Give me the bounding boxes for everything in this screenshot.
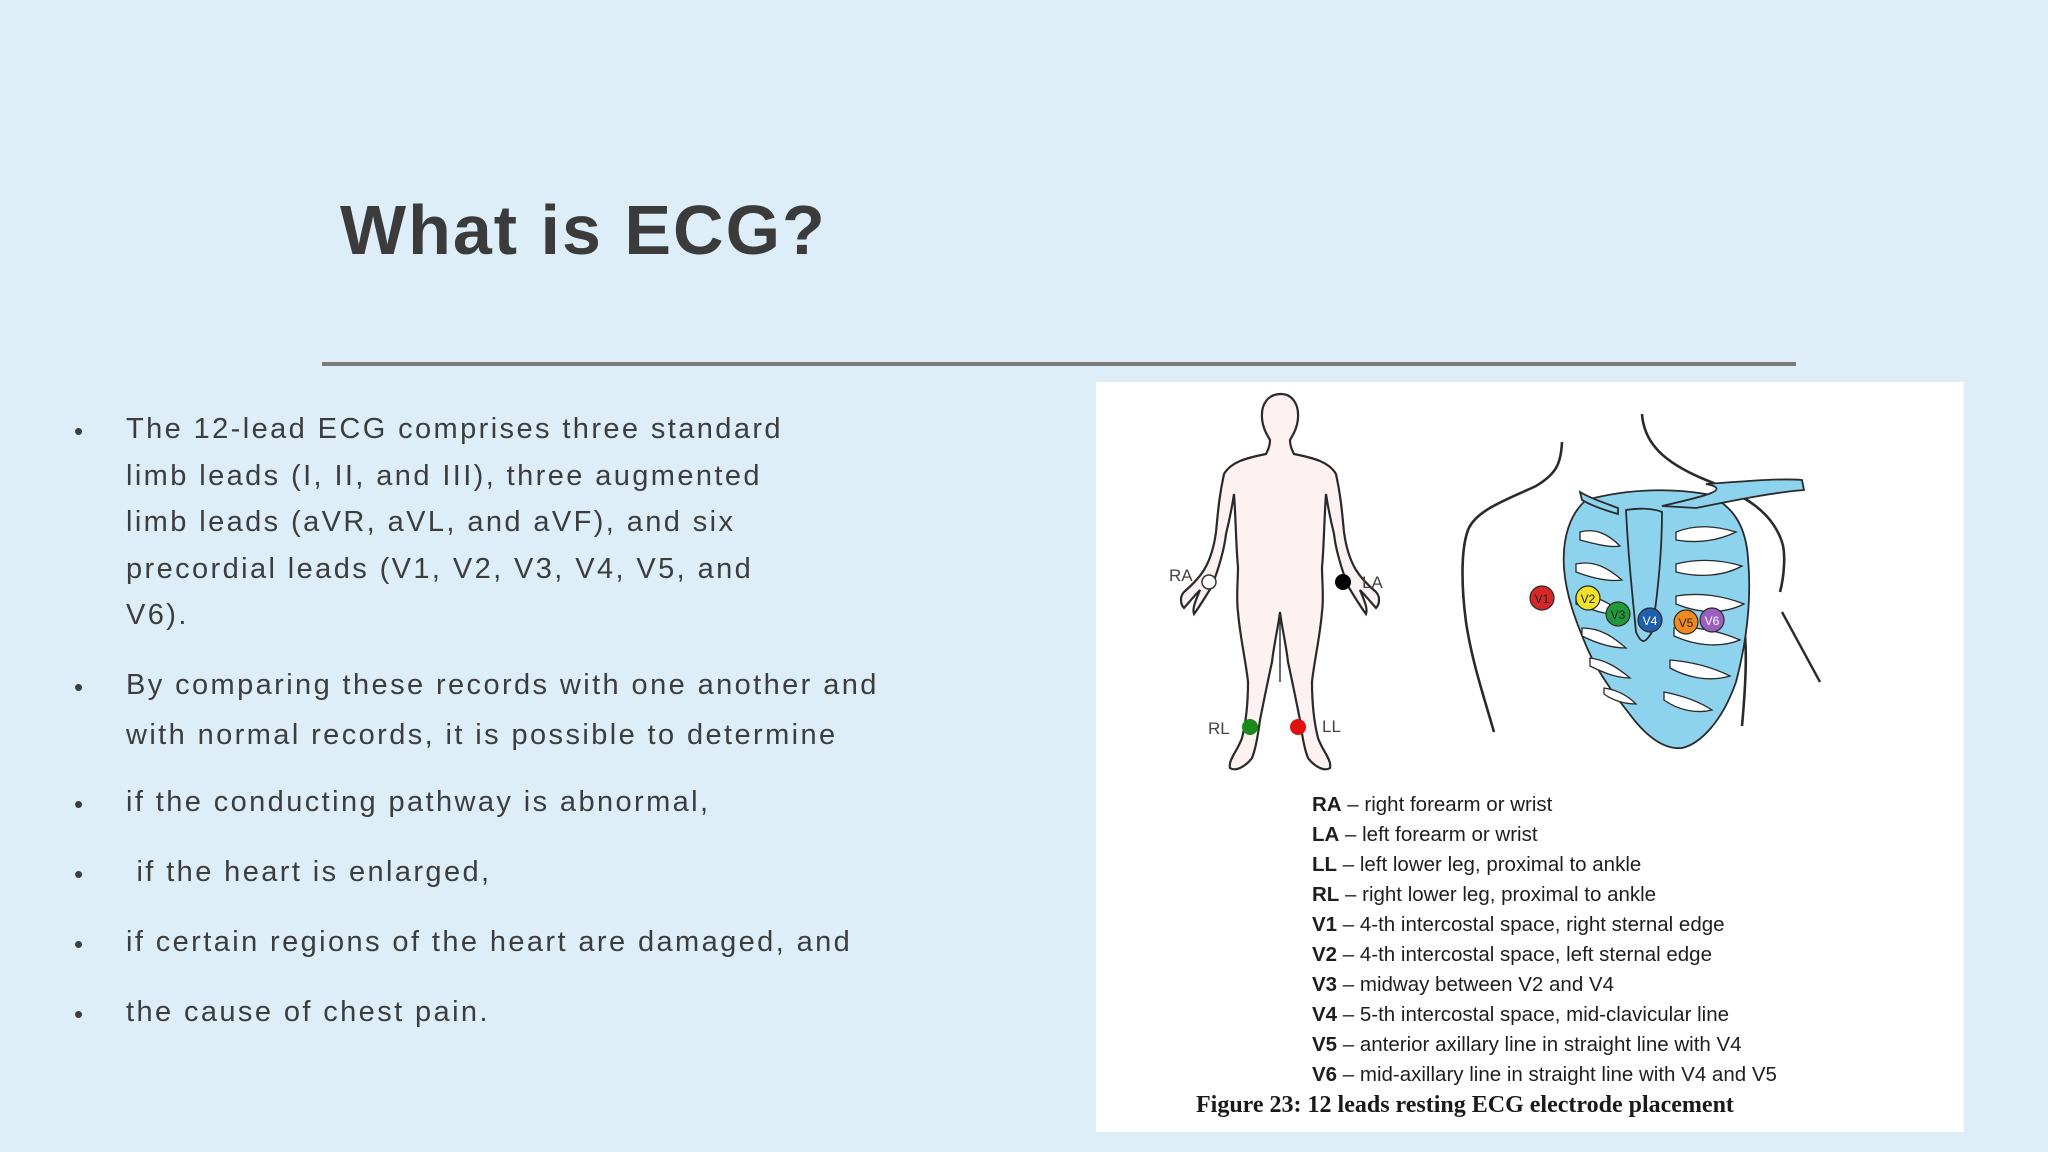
v3-label: V3 [1610,608,1626,622]
v6-label: V6 [1704,614,1720,628]
legend-row [1312,1000,1777,1030]
bullet-item [74,660,974,760]
ll-label: LL [1322,717,1341,736]
bullet-item [74,852,974,894]
legend-row [1312,820,1777,850]
legend-row [1312,940,1777,970]
ra-electrode [1202,575,1216,589]
slide-title: What is ECG? [340,191,827,269]
bullet-text: By comparing these records with one another and with normal records, it is possible to determine [126,669,879,751]
legend-row [1312,880,1777,910]
legend-key: V3 [1312,973,1338,996]
bullet-item [74,922,974,964]
bullet-marker: • [74,672,86,702]
bullet-item [74,406,974,639]
la-label: LA [1362,573,1383,592]
legend-key: V6 [1312,1063,1338,1086]
legend-row [1312,1060,1777,1090]
bullet-marker: • [74,416,86,446]
legend-key: V1 [1312,913,1338,936]
v1-label: V1 [1534,592,1550,606]
v5-label: V5 [1678,616,1694,630]
bullet-item [74,992,974,1034]
rl-electrode [1242,719,1258,735]
ra-label: RA [1169,566,1193,585]
bullet-item [74,782,974,824]
ll-electrode [1290,719,1306,735]
ecg-placement-figure [1096,382,1964,1132]
bullet-marker: • [74,859,86,889]
bullet-text: if the conducting pathway is abnormal, [126,786,711,818]
bullet-text: The 12-lead ECG comprises three standard limb leads (I, II, and III), three augmented limb leads (aVR, aVL, and aVF), and six precordial leads (V1, V2, V3, V4, V5, and V6). [126,413,783,631]
legend-row [1312,970,1777,1000]
legend-row [1312,850,1777,880]
ecg-illustration [1096,382,1964,802]
legend-row [1312,790,1777,820]
legend-desc: – 4-th intercostal space, left sternal edge [1337,943,1712,966]
legend-desc: – right forearm or wrist [1341,793,1553,816]
legend-key: RA [1312,793,1342,816]
legend-key: RL [1312,883,1340,906]
legend-row [1312,1030,1777,1060]
bullet-marker: • [74,999,86,1029]
legend-desc: – left lower leg, proximal to ankle [1337,853,1642,876]
title-divider [322,362,1796,366]
legend-desc: – 5-th intercostal space, mid-clavicular line [1337,1003,1730,1026]
rl-label: RL [1208,719,1230,738]
legend-desc: – mid-axillary line in straight line with V4 and V5 [1337,1063,1777,1086]
legend-desc: – 4-th intercostal space, right sternal edge [1337,913,1725,936]
legend-row [1312,910,1777,940]
bullet-text: the cause of chest pain. [126,996,490,1028]
v2-label: V2 [1580,592,1596,606]
bullet-marker: • [74,789,86,819]
la-electrode [1335,574,1351,590]
legend-key: V2 [1312,943,1338,966]
bullet-marker: • [74,929,86,959]
legend-desc: – midway between V2 and V4 [1337,973,1614,996]
legend-desc: – left forearm or wrist [1339,823,1538,846]
legend-key: V4 [1312,1003,1338,1026]
v4-label: V4 [1642,614,1658,628]
legend-key: V5 [1312,1033,1338,1056]
figure-caption: Figure 23: 12 leads resting ECG electrode placement [1196,1092,1734,1118]
bullet-text: if the heart is enlarged, [126,856,492,888]
legend-desc: – right lower leg, proximal to ankle [1339,883,1657,906]
bullet-text: if certain regions of the heart are damaged, and [126,926,853,958]
electrode-legend [1312,790,1777,1090]
legend-desc: – anterior axillary line in straight line with V4 [1337,1033,1742,1056]
legend-key: LL [1312,853,1338,876]
arm-right [1782,612,1820,682]
legend-key: LA [1312,823,1340,846]
